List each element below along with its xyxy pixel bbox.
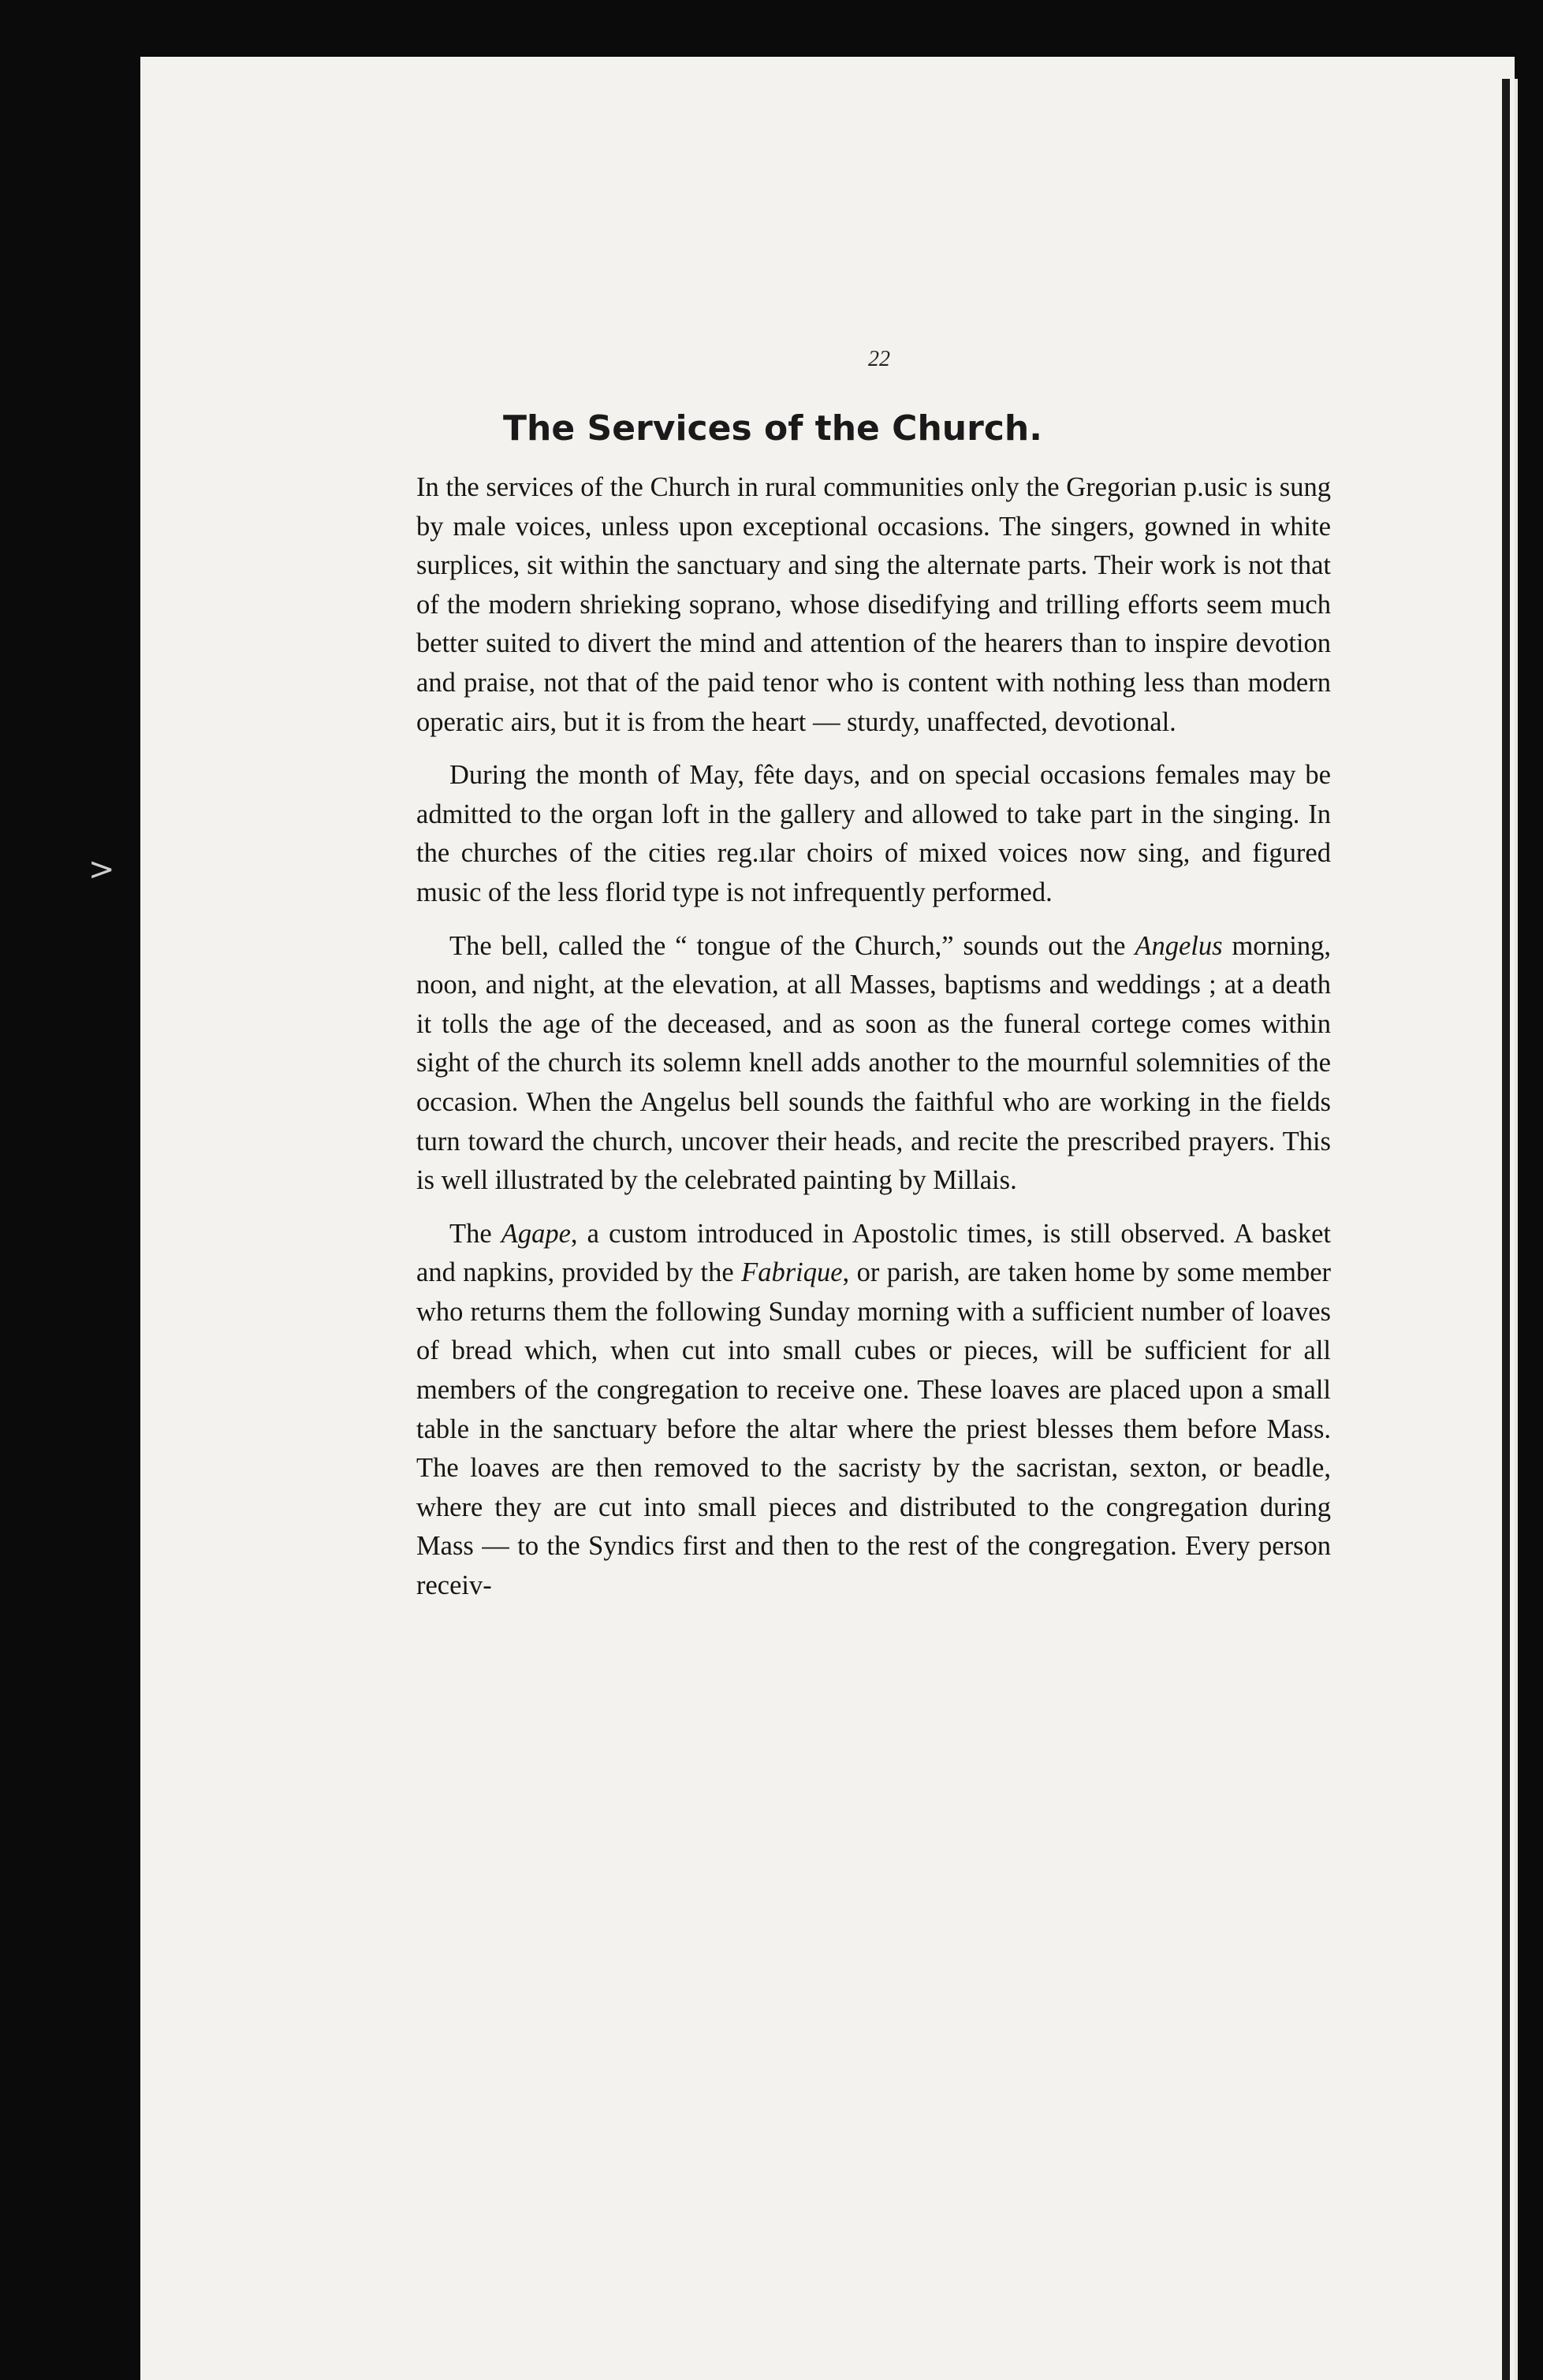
paragraph-1: In the services of the Church in rural communities only the Gregorian р.usic is sung by male voices, unless upon exceptional occasions. The singers, gowned in white surplices, sit within the sanctuary and sing the alternate parts. Their work is not that of the modern shrieking soprano, whose disedifying and trilling efforts seem much better suited to divert the mind and attention of the hearers than to inspire devotion and praise, not that of the paid tenor who is content with nothing less than modern operatic airs, but it is from the heart — sturdy, unaffected, devotional. [416,472,1331,737]
facing-page-edge [1515,79,1518,2380]
italic-term-fabrique: Fabrique [741,1257,843,1288]
paragraph-3: The bell, called the “ tongue of the Church,” sounds out the Angelus morning, noon, and night, at the elevation, at all Masses, baptisms and weddings ; at a death it tolls the age of the deceased, and as soon as the funeral cortege comes within sight of the church its solemn knell adds another to the mournful solemnities of the occasion. When the Angelus bell sounds the faithful who are working in the fields turn toward the church, uncover their heads, and recite the prescribed prayers. This is well illustrated by the celebrated painting by Millais. [416,930,1331,1196]
page-gutter-shadow [1502,79,1510,2380]
page-number: 22 [868,347,890,371]
body-text [416,468,1331,1620]
paragraph-4: The Agape, a custom introduced in Apostolic times, is still observed. A basket and napkins, provided by the Fabrique, or parish, are taken home by some member who returns them the following Sunday morning with a sufficient number of loaves of bread which, when cut into small cubes or pieces, will be sufficient for all members of the congregation to receive one. These loaves are placed upon a small table in the sanctuary before the altar where the priest blesses them before Mass. The loaves are then removed to the sacristy by the sacristan, sexton, or beadle, where they are cut into small pieces and distributed to the congregation during Mass — to the Syndics first and then to the rest of the congregation. Every person receiv- [416,1218,1332,1601]
chapter-title: The Services of the Church. [503,408,1042,449]
paragraph-2: During the month of May, fête days, and on special occasions females may be admitted to the organ loft in the gallery and allowed to take part in the singing. In the churches of the cities reg.ılar choirs of mixed voices now sing, and figured music of the less florid type is not infrequently performed. [416,760,1331,907]
italic-term-agape: Agape [501,1218,571,1249]
italic-term-angelus: Angelus [1135,930,1223,961]
margin-scratch-mark: > [88,851,115,888]
